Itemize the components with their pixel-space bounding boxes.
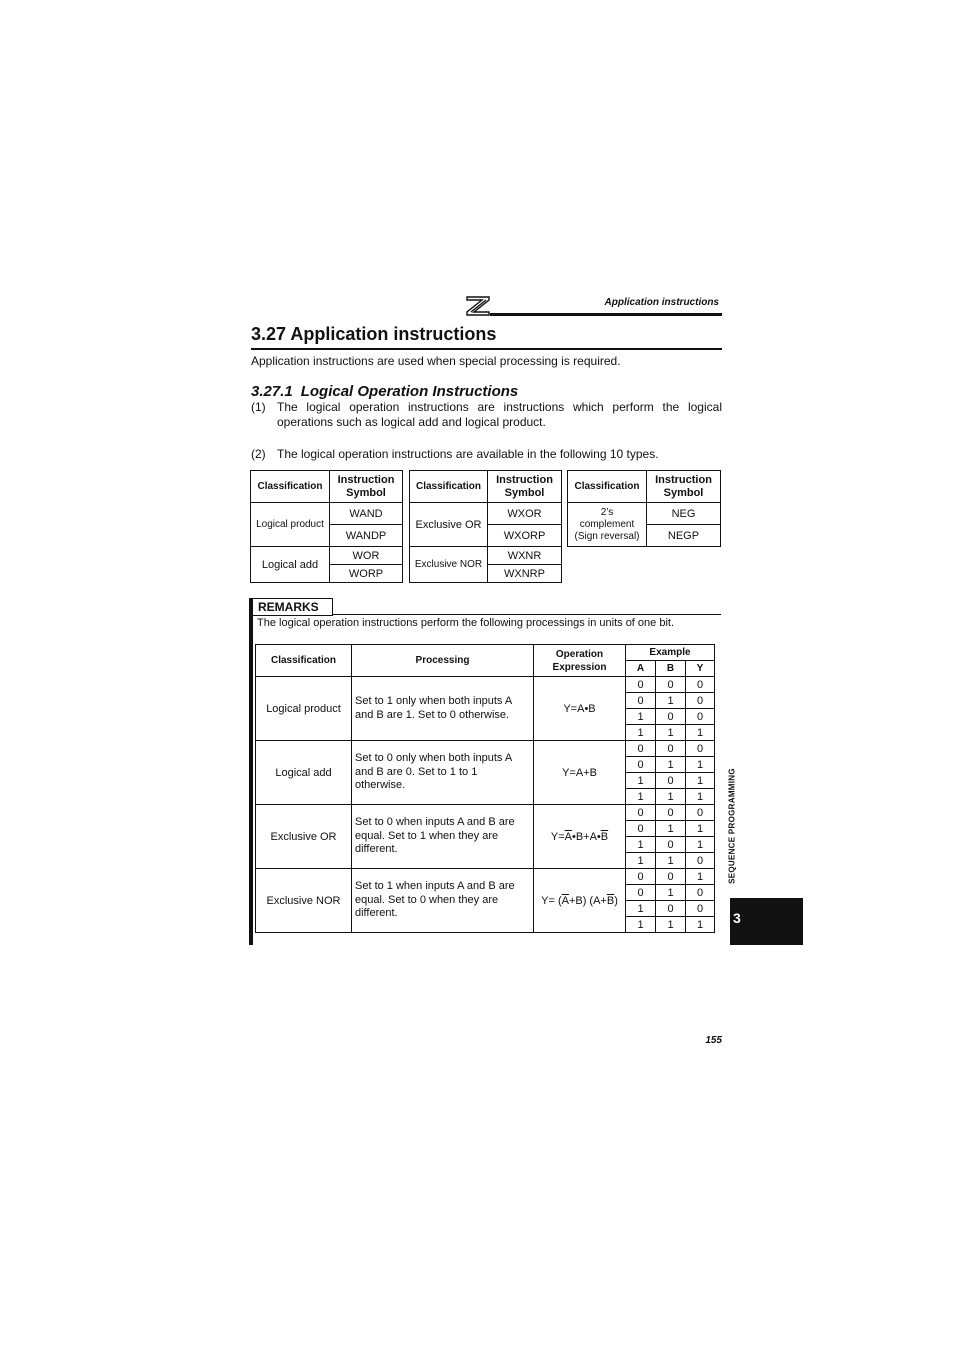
title-rule <box>251 348 722 350</box>
table-cell: WXNRP <box>488 565 562 583</box>
table-cell: 0 <box>686 853 715 869</box>
table-cell: 1 <box>686 757 715 773</box>
cell-line: 2’s <box>600 506 614 518</box>
table-cell: 0 <box>656 805 686 821</box>
table-cell: 0 <box>686 693 715 709</box>
instruction-table-3 <box>567 470 721 547</box>
cell-line: (Sign reversal) <box>574 530 640 542</box>
table-header: Classification <box>410 471 488 503</box>
table-cell: Set to 0 when inputs A and B are equal. Set to 1 when they are different. <box>352 805 534 869</box>
table-cell: 1 <box>626 709 656 725</box>
table-cell: WXORP <box>488 525 562 547</box>
table-cell: 0 <box>656 773 686 789</box>
list-item-text: The logical operation instructions are available in the following 10 types. <box>277 447 659 461</box>
chapter-number: 3 <box>733 910 741 926</box>
table-cell: 1 <box>686 773 715 789</box>
table-cell: 1 <box>626 773 656 789</box>
remarks-bar <box>249 598 253 945</box>
table-cell: Y=A+B <box>534 741 626 805</box>
table-cell: Exclusive OR <box>410 503 488 547</box>
expression-part: Y= ( <box>541 894 562 907</box>
header-line: Operation <box>555 648 604 660</box>
table-cell: Exclusive NOR <box>256 869 352 933</box>
table-cell: 0 <box>656 741 686 757</box>
table-cell: 0 <box>626 741 656 757</box>
table-cell: 1 <box>686 917 715 933</box>
table-cell: Set to 0 only when both inputs A and B are 0. Set to 1 to 1 otherwise. <box>352 741 534 805</box>
intro-text: Application instructions are used when special processing is required. <box>251 354 621 368</box>
table-cell: 1 <box>686 837 715 853</box>
table-cell: 1 <box>626 725 656 741</box>
instruction-table-2 <box>409 470 562 583</box>
table-cell: 0 <box>626 677 656 693</box>
cell-line: complement <box>579 518 635 530</box>
table-cell: 1 <box>656 693 686 709</box>
mitsubishi-z-logo-icon <box>466 296 490 316</box>
table-cell: 1 <box>686 869 715 885</box>
table-header: Instruction Symbol <box>330 471 403 503</box>
table-cell: NEG <box>647 503 721 525</box>
list-item-number: (2) <box>251 447 266 461</box>
list-item <box>251 400 722 432</box>
table-cell: 1 <box>626 789 656 805</box>
table-cell: 1 <box>686 725 715 741</box>
page-title: 3.27 Application instructions <box>251 324 497 344</box>
side-tab-label <box>724 762 740 890</box>
table-cell: 1 <box>656 853 686 869</box>
table-cell: 1 <box>626 917 656 933</box>
table-cell: 0 <box>686 677 715 693</box>
page-number: 155 <box>705 1035 722 1046</box>
table-cell: 0 <box>656 677 686 693</box>
table-header: Instruction Symbol <box>647 471 721 503</box>
table-header: Y <box>686 661 715 677</box>
table-cell: 1 <box>686 789 715 805</box>
table-header: A <box>626 661 656 677</box>
table-cell: WANDP <box>330 525 403 547</box>
table-header: Processing <box>352 645 534 677</box>
table-header: B <box>656 661 686 677</box>
table-header: Classification <box>256 645 352 677</box>
table-cell: 0 <box>656 901 686 917</box>
table-cell: Logical add <box>251 547 330 583</box>
subsection-title <box>251 383 518 400</box>
table-cell: 0 <box>656 709 686 725</box>
table-cell: 1 <box>626 837 656 853</box>
table-cell: 0 <box>656 837 686 853</box>
table-cell: 1 <box>656 789 686 805</box>
table-cell: 0 <box>686 885 715 901</box>
table-cell: 1 <box>656 821 686 837</box>
table-cell: 0 <box>686 709 715 725</box>
table-header: Example <box>626 645 715 661</box>
table-cell: 0 <box>626 805 656 821</box>
table-cell: Exclusive OR <box>256 805 352 869</box>
table-cell: Set to 1 when inputs A and B are equal. Set to 0 when they are different. <box>352 869 534 933</box>
table-header: Instruction Symbol <box>488 471 562 503</box>
table-cell: 1 <box>656 757 686 773</box>
table-cell: NEGP <box>647 525 721 547</box>
table-cell: 1 <box>656 885 686 901</box>
table-header: Classification <box>568 471 647 503</box>
header-rule <box>490 313 722 316</box>
subsection-heading: Logical Operation Instructions <box>300 383 519 400</box>
list-item-number: (1) <box>251 400 266 414</box>
table-cell: 0 <box>656 869 686 885</box>
instruction-table-1 <box>250 470 403 583</box>
expression-part: $\overline{B}$ <box>606 894 615 907</box>
table-cell: 0 <box>626 869 656 885</box>
table-cell: WXNR <box>488 547 562 565</box>
expression-part: ) <box>614 894 618 907</box>
subsection-number: 3.27.1 <box>251 383 293 400</box>
table-cell: 1 <box>656 917 686 933</box>
table-cell: 0 <box>626 757 656 773</box>
table-cell: 0 <box>626 885 656 901</box>
table-cell: 0 <box>686 741 715 757</box>
table-cell: Logical product <box>251 503 330 547</box>
expression-part: Y= <box>550 830 565 843</box>
table-cell: 1 <box>656 725 686 741</box>
table-cell: WORP <box>330 565 403 583</box>
table-cell: 1 <box>626 853 656 869</box>
table-header: Classification <box>251 471 330 503</box>
running-header: Application instructions <box>604 297 719 308</box>
table-cell: WXOR <box>488 503 562 525</box>
header-line: Expression <box>552 661 607 673</box>
list-item <box>251 447 722 463</box>
remarks-label: REMARKS <box>252 598 333 616</box>
table-cell: 1 <box>686 821 715 837</box>
expression-part: +B) (A+ <box>568 894 607 907</box>
table-cell <box>534 805 626 869</box>
expression-part: $\overline{A}$ <box>564 830 572 843</box>
table-cell: 0 <box>686 901 715 917</box>
table-cell: WAND <box>330 503 403 525</box>
side-tab-text: SEQUENCE PROGRAMMING <box>727 768 737 884</box>
table-header <box>534 645 626 677</box>
table-cell: Logical product <box>256 677 352 741</box>
table-cell: Logical add <box>256 741 352 805</box>
expression-part: $\overline{B}$ <box>600 830 609 843</box>
table-cell: WOR <box>330 547 403 565</box>
table-cell: Set to 1 only when both inputs A and B are 1. Set to 0 otherwise. <box>352 677 534 741</box>
expression-part: $\overline{A}$ <box>561 894 569 907</box>
operation-table <box>255 644 715 933</box>
table-cell: Y=A•B <box>534 677 626 741</box>
table-cell: Exclusive NOR <box>410 547 488 583</box>
table-cell: 0 <box>686 805 715 821</box>
list-item-text: The logical operation instructions are instructions which perform the logical operations such as logical add and logical product. <box>277 400 722 429</box>
expression-part: •B+A• <box>571 830 601 843</box>
table-cell <box>534 869 626 933</box>
table-cell: 0 <box>626 693 656 709</box>
table-cell <box>568 503 647 547</box>
table-cell: 0 <box>626 821 656 837</box>
table-cell: 1 <box>626 901 656 917</box>
remarks-text: The logical operation instructions perform the following processings in units of one bit. <box>257 617 675 629</box>
